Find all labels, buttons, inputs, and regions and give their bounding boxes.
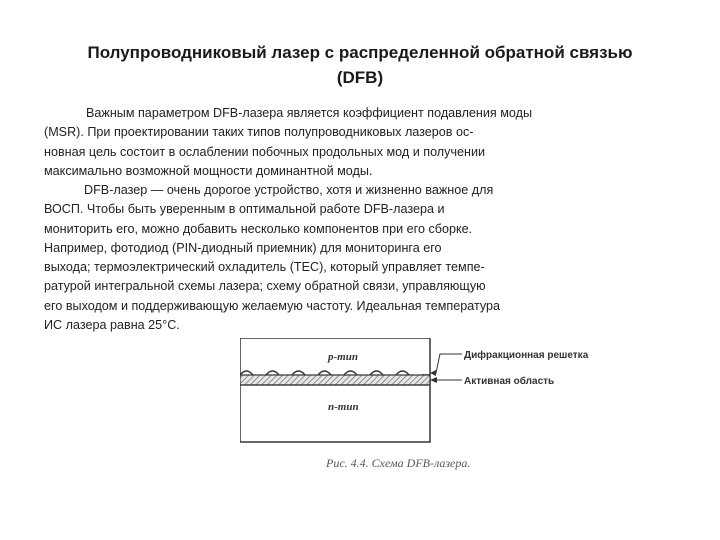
n-type-label: n-тип bbox=[328, 401, 359, 413]
text-line: максимально возможной мощности доминантной моды. bbox=[44, 163, 373, 178]
title-line-1: Полупроводниковый лазер с распределенной обратной связью bbox=[87, 43, 633, 62]
active-region bbox=[240, 375, 430, 385]
text-line: Важным параметром DFB-лазера является коэффициент подавления моды bbox=[86, 106, 533, 120]
active-region-label: Активная область bbox=[464, 376, 555, 387]
text-line: ВОСП. Чтобы быть уверенным в оптимальной работе DFB-лазера и bbox=[44, 202, 445, 217]
title-line-2: (DFB) bbox=[336, 68, 384, 87]
paragraph-msr bbox=[44, 104, 604, 181]
grating-label: Дифракционная решетка bbox=[464, 350, 589, 361]
text-line: ИС лазера равна 25°С. bbox=[44, 318, 180, 333]
text-line: ратурой интегральной схемы лазера; схему обратной связи, управляющую bbox=[44, 279, 486, 294]
paragraph-dfb-components bbox=[44, 181, 604, 335]
text-line: мониторить его, можно добавить несколько компонентов при его сборке. bbox=[44, 221, 473, 236]
text-line: (MSR). При проектировании таких типов полупроводниковых лазеров ос- bbox=[44, 125, 474, 140]
text-line: Например, фотодиод (PIN-диодный приемник) для мониторинга его bbox=[44, 240, 442, 255]
page-title bbox=[0, 40, 720, 90]
text-line: выхода; термоэлектрический охладитель (ТЕС), который управляет темпе- bbox=[44, 260, 485, 275]
text-line: DFB-лазер — очень дорогое устройство, хотя и жизненно важное для bbox=[84, 183, 494, 197]
figure-caption: Рис. 4.4. Схема DFB-лазера. bbox=[326, 456, 471, 470]
text-line: его выходом и поддерживающую желаемую частоту. Идеальная температура bbox=[44, 298, 501, 313]
text-line: новная цель состоит в ослаблении побочных продольных мод и получении bbox=[44, 144, 486, 159]
p-type-label: p-тип bbox=[328, 351, 358, 363]
